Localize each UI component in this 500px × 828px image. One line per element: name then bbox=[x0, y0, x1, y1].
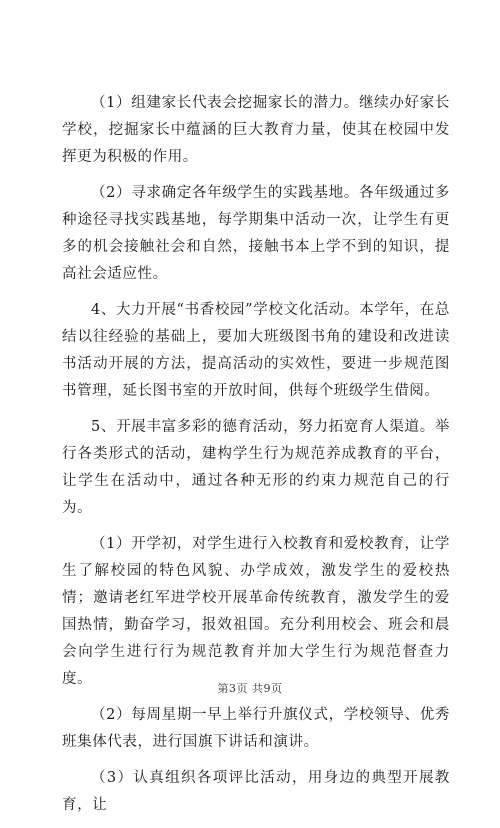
paragraph-moral-activities: 5、开展丰富多彩的德育活动，努力拓宽育人渠道。举行各类形式的活动，建构学生行为规范养成教育的平台，让学生在活动中，通过各种无形的约束力规范自己的行为。 bbox=[62, 419, 450, 516]
paragraph-evaluation-activities: （3）认真组织各项评比活动，用身边的典型开展教育，让 bbox=[62, 770, 450, 813]
paragraph-school-start-education: （1）开学初，对学生进行入校教育和爱校教育，让学生了解校园的特色风貌、办学成效，激发学生的爱校热情；邀请老红军进学校开展革命传统教育，激发学生的爱国热情，勤奋学习，报效祖国。充分利用校会、班会和晨会向学生进行行为规范教育并加大学生行为规范督查力度。 bbox=[62, 536, 450, 687]
paragraph-practice-base: （2）寻求确定各年级学生的实践基地。各年级通过多种途径寻找实践基地，每学期集中活动一次，让学生有更多的机会接触社会和自然，接触书本上学不到的知识，提高社会适应性。 bbox=[62, 185, 450, 282]
paragraph-parent-committee: （1）组建家长代表会挖掘家长的潜力。继续办好家长学校，挖掘家长中蕴涵的巨大教育力量，使其在校园中发挥更为积极的作用。 bbox=[62, 95, 450, 165]
paragraph-flag-ceremony: （2）每周星期一早上举行升旗仪式，学校领导、优秀班集体代表，进行国旗下讲话和演讲。 bbox=[62, 707, 450, 750]
page-footer: 第3页 共9页 bbox=[217, 682, 283, 695]
paragraph-book-campus: 4、大力开展“书香校园”学校文化活动。本学年，在总结以往经验的基础上，要加大班级图书角的建设和改进读书活动开展的方法，提高活动的实效性，要进一步规范图书管理，延长图书室的开放时间，供每个班级学生借阅。 bbox=[62, 302, 450, 399]
document-body bbox=[62, 90, 450, 828]
